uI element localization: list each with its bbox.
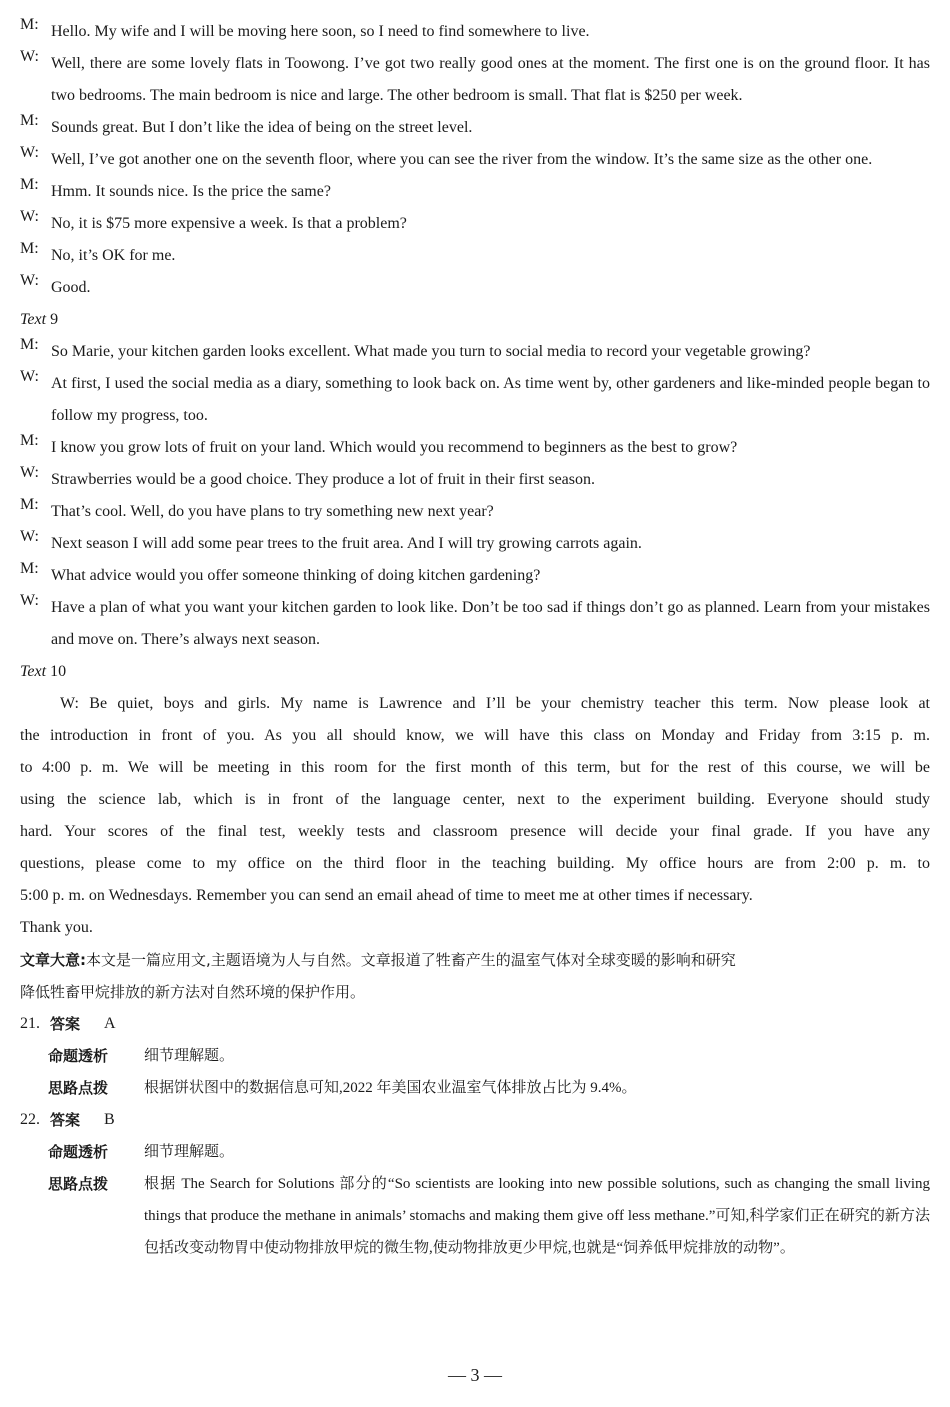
text-heading-word: Text [20, 663, 47, 680]
answer-row [20, 1104, 930, 1136]
speaker-label: M: [20, 560, 39, 577]
text-heading-number: 10 [50, 663, 67, 680]
speaker-label: W: [20, 48, 39, 65]
utterance: Well, there are some lovely flats in Toowong. I’ve got two really good ones at the moment. The first one is on the ground floor. It has two bedrooms. The main bedroom is nice and large. The other bedroom is small. That flat is $250 per week. [51, 55, 930, 104]
analysis-row [20, 1040, 930, 1072]
monologue-line: using the science lab, which is in front of the language center, next to the experiment building. Everyone should study [20, 791, 930, 808]
utterance: What advice would you offer someone thinking of doing kitchen gardening? [51, 567, 541, 584]
summary-label: 文章大意: [20, 951, 86, 969]
utterance: So Marie, your kitchen garden looks excellent. What made you turn to social media to record your vegetable growing? [51, 343, 811, 360]
question-21 [20, 1008, 930, 1104]
utterance: I know you grow lots of fruit on your land. Which would you recommend to beginners as the best to grow? [51, 439, 738, 456]
utterance: Sounds great. But I don’t like the idea of being on the street level. [51, 119, 473, 136]
utterance: Good. [51, 279, 91, 296]
dialogue-line [20, 432, 930, 464]
analysis-label: 命题透析 [48, 1143, 109, 1161]
monologue-line: Thank you. [20, 919, 93, 936]
utterance: Hello. My wife and I will be moving here soon, so I need to find somewhere to live. [51, 23, 590, 40]
dialogue-line [20, 176, 930, 208]
analysis-row [20, 1136, 930, 1168]
dialogue-line [20, 528, 930, 560]
speaker-label: M: [20, 336, 39, 353]
monologue-line: questions, please come to my office on the third floor in the teaching building. My office hours are from 2:00 p. m. to [20, 855, 930, 872]
dialogue-line [20, 368, 930, 432]
dialogue-a [20, 16, 930, 304]
question-number: 22. [20, 1111, 40, 1128]
speaker-label: W: [20, 528, 39, 545]
answer-row [20, 1008, 930, 1040]
speaker-label: M: [20, 112, 39, 129]
hint-row [20, 1168, 930, 1264]
speaker-label: W: [20, 272, 39, 289]
speaker-label: M: [20, 496, 39, 513]
summary-text-continued: 降低牲畜甲烷排放的新方法对自然环境的保护作用。 [20, 983, 366, 1001]
monologue-line: to 4:00 p. m. We will be meeting in this room for the first month of this term, but for the rest of this course, we will be [20, 759, 930, 776]
answer-label: 答案 [50, 1111, 81, 1129]
page-number: — 3 — [448, 1365, 502, 1385]
answer-value: A [104, 1015, 116, 1032]
hint-label: 思路点拨 [48, 1079, 109, 1097]
speaker-label: M: [20, 432, 39, 449]
text-heading-number: 9 [50, 311, 59, 328]
summary-text: 本文是一篇应用文,主题语境为人与自然。文章报道了牲畜产生的温室气体对全球变暖的影响和研究 [86, 951, 736, 969]
utterance: That’s cool. Well, do you have plans to try something new next year? [51, 503, 494, 520]
monologue-line: W: Be quiet, boys and girls. My name is Lawrence and I’ll be your chemistry teacher this term. Now please look at [60, 695, 930, 712]
dialogue-line [20, 112, 930, 144]
dialogue-line [20, 144, 930, 176]
dialogue-line [20, 464, 930, 496]
dialogue-line [20, 272, 930, 304]
utterance: Hmm. It sounds nice. Is the price the same? [51, 183, 331, 200]
question-number: 21. [20, 1015, 40, 1032]
monologue-line: the introduction in front of you. As you all should know, we will have this class on Monday and Friday from 3:15 p. m. [20, 727, 930, 744]
article-summary [20, 944, 930, 1008]
utterance: Well, I’ve got another one on the seventh floor, where you can see the river from the window. It’s the same size as the other one. [51, 151, 873, 168]
dialogue-line [20, 592, 930, 656]
utterance: Have a plan of what you want your kitchen garden to look like. Don’t be too sad if things don’t go as planned. Learn from your mistakes and move on. There’s always next season. [51, 599, 930, 648]
dialogue-line [20, 336, 930, 368]
hint-text: 根据饼状图中的数据信息可知,2022 年美国农业温室气体排放占比为 9.4%。 [144, 1080, 637, 1096]
answer-label: 答案 [50, 1015, 81, 1033]
monologue-line: hard. Your scores of the final test, weekly tests and classroom presence will decide your final grade. If you have any [20, 823, 930, 840]
analysis-text: 细节理解题。 [144, 1144, 235, 1160]
utterance: No, it’s OK for me. [51, 247, 176, 264]
utterance: No, it is $75 more expensive a week. Is that a problem? [51, 215, 407, 232]
speaker-label: W: [20, 208, 39, 225]
dialogue-line [20, 496, 930, 528]
answer-value: B [104, 1111, 115, 1128]
text-heading-word: Text [20, 311, 47, 328]
hint-text: 根据 The Search for Solutions 部分的“So scientists are looking into new possible solutions, such as changing the small living things that produce the methane in animals’ stomachs and making them give off less methane.”可知,科学家们正在研究的新方法包括改变动物胃中使动物排放甲烷的微生物,使动物排放更少甲烷,也就是“饲养低甲烷排放的动物”。 [144, 1176, 930, 1256]
text-10-heading [20, 656, 930, 688]
speaker-label: W: [20, 464, 39, 481]
speaker-label: W: [20, 144, 39, 161]
dialogue-line [20, 48, 930, 112]
dialogue-b [20, 336, 930, 656]
speaker-label: M: [20, 176, 39, 193]
document-page [20, 16, 930, 1264]
analysis-text: 细节理解题。 [144, 1048, 235, 1064]
monologue-line: 5:00 p. m. on Wednesdays. Remember you can send an email ahead of time to meet me at other times if necessary. [20, 887, 753, 904]
analysis-label: 命题透析 [48, 1047, 109, 1065]
utterance: Strawberries would be a good choice. They produce a lot of fruit in their first season. [51, 471, 595, 488]
question-22 [20, 1104, 930, 1264]
hint-row [20, 1072, 930, 1104]
utterance: At first, I used the social media as a diary, something to look back on. As time went by, other gardeners and like-minded people began to follow my progress, too. [51, 375, 930, 424]
speaker-label: M: [20, 240, 39, 257]
dialogue-line [20, 560, 930, 592]
text-9-heading [20, 304, 930, 336]
utterance: Next season I will add some pear trees to the fruit area. And I will try growing carrots again. [51, 535, 642, 552]
speaker-label: M: [20, 16, 39, 33]
speaker-label: W: [20, 592, 39, 609]
dialogue-line [20, 240, 930, 272]
hint-label: 思路点拨 [48, 1175, 109, 1193]
dialogue-line [20, 16, 930, 48]
monologue-paragraph [20, 688, 930, 944]
speaker-label: W: [20, 368, 39, 385]
dialogue-line [20, 208, 930, 240]
